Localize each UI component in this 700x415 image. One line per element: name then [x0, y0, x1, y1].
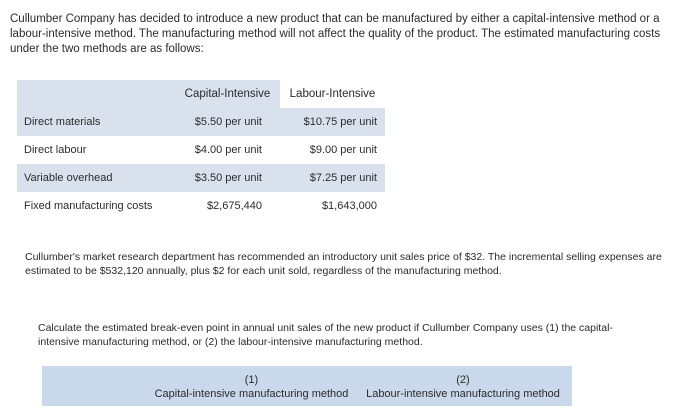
cost-table: [17, 80, 385, 220]
labour-value: $1,643,000: [321, 200, 377, 212]
answer-header-spacer: [42, 366, 149, 406]
labour-value: $9.00 per unit: [309, 144, 377, 156]
answer-table-header: [42, 366, 572, 406]
intro-paragraph: Cullumber Company has decided to introduce a new product that can be manufactured by either a capital-intensive method or a labour-intensive method. The manufacturing method will not affect the quality of the product. The estimated manufacturing costs under the two methods are as follows:: [10, 13, 661, 55]
table-row: [17, 136, 385, 164]
labour-value: $10.75 per unit: [303, 116, 377, 128]
answer-col-labour: [354, 366, 572, 406]
header-capital-intensive: Capital-Intensive: [184, 88, 271, 100]
question-paragraph: Calculate the estimated break-even point in annual unit sales of the new product if Cullumber Company uses (1) the capital-intensive manufacturing method, or (2) the labour-intensive manufacturing method.: [38, 322, 613, 348]
row-label: Variable overhead: [24, 172, 113, 184]
answer-col-capital-number: (1): [244, 374, 259, 386]
answer-col-capital-label: Capital-intensive manufacturing method: [154, 388, 349, 400]
answer-col-labour-number: (2): [456, 374, 470, 386]
labour-value: $7.25 per unit: [309, 172, 377, 184]
row-label: Direct materials: [24, 116, 101, 128]
capital-value: $5.50 per unit: [194, 116, 262, 128]
capital-value: $4.00 per unit: [194, 144, 262, 156]
row-label: Direct labour: [24, 144, 87, 156]
table-row: [17, 164, 385, 192]
market-research-paragraph: Cullumber's market research department has recommended an introductory unit sales price of $32. The incremental selling expenses are estimated to be $532,120 annually, plus $2 for each unit sold, regardless of the manufacturing method.: [25, 251, 662, 277]
header-labour-intensive: Labour-Intensive: [280, 80, 385, 108]
answer-col-capital: [149, 366, 354, 406]
header-blank: [17, 80, 175, 108]
answer-col-labour-label: Labour-intensive manufacturing method: [366, 388, 560, 400]
capital-value: $3.50 per unit: [194, 172, 262, 184]
table-row: [17, 108, 385, 136]
capital-value: $2,675,440: [206, 200, 262, 212]
cost-table-header: [17, 80, 385, 108]
row-label: Fixed manufacturing costs: [24, 200, 153, 212]
table-row: [17, 192, 385, 220]
